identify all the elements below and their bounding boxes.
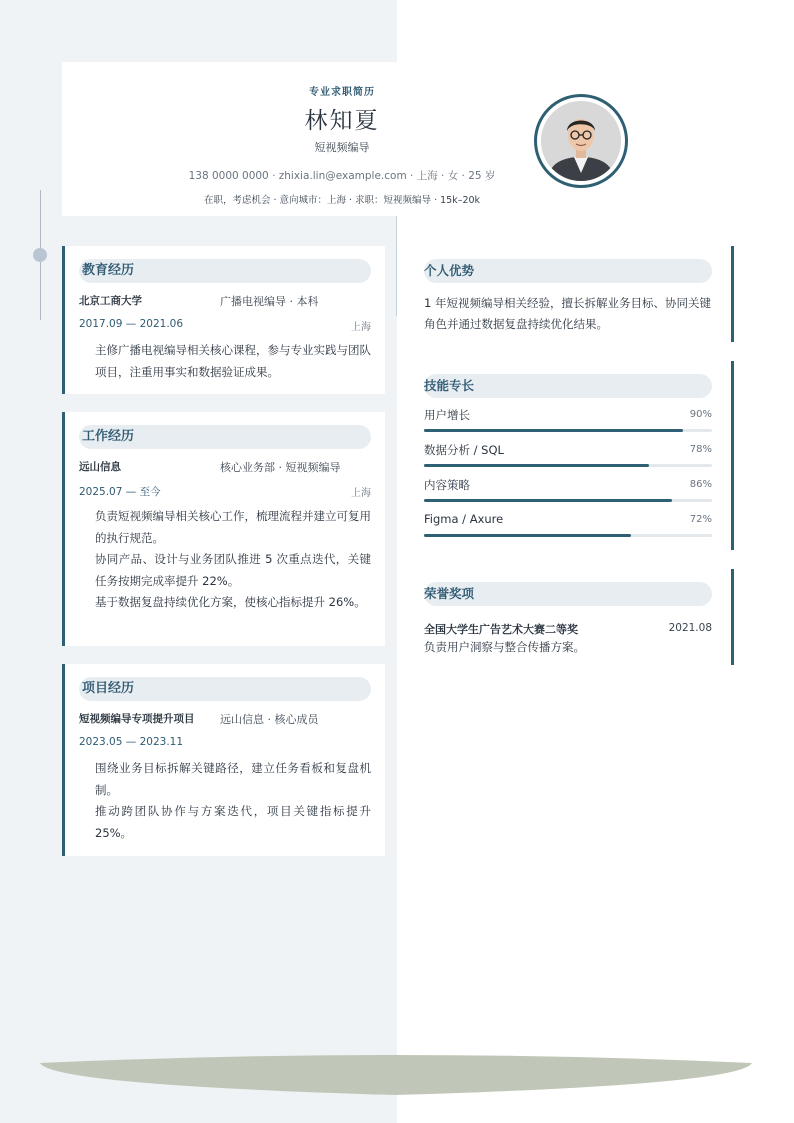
section-title-honors: 荣誉奖项 (424, 582, 712, 606)
skill-percent: 86% (689, 479, 712, 490)
honor-name: 全国大学生广告艺术大赛二等奖 (424, 623, 578, 636)
work-period: 2025.07 — 至今 (79, 486, 161, 498)
bottom-wave-decoration (40, 1055, 752, 1100)
skill-name: 用户增长 (424, 408, 470, 422)
section-title-advantage: 个人优势 (424, 259, 712, 283)
person-name: 林知夏 (304, 108, 380, 134)
project-bullets (79, 758, 371, 844)
major: 广播电视编导 · 本科 (220, 295, 319, 308)
work-row (79, 459, 371, 475)
project-role: 远山信息 · 核心成员 (220, 713, 319, 726)
company-name: 远山信息 (79, 461, 121, 473)
section-title-education: 教育经历 (79, 259, 371, 283)
skill-name: 数据分析 / SQL (424, 443, 504, 457)
skill-item (424, 477, 712, 512)
skill-percent: 78% (689, 444, 712, 455)
education-period-row (79, 318, 371, 334)
honors-section (424, 569, 734, 665)
skill-bar-fill (424, 499, 672, 502)
job-title: 短视频编导 (314, 141, 370, 154)
section-title-work: 工作经历 (79, 425, 371, 449)
avatar (534, 94, 628, 188)
skill-item (424, 512, 712, 547)
work-position: 核心业务部 · 短视频编导 (220, 461, 341, 474)
skill-bar (424, 464, 712, 467)
skill-name: 内容策略 (424, 478, 470, 492)
job-status: 在职，考虑机会 · 意向城市：上海 · 求职：短视频编导 · 15k–20k (203, 195, 481, 206)
project-period-row (79, 736, 371, 752)
skill-bar (424, 534, 712, 537)
list-item: 基于数据复盘持续优化方案，使核心指标提升 26%。 (95, 595, 366, 609)
section-title-skills: 技能专长 (424, 374, 712, 398)
skill-name: Figma / Axure (424, 512, 504, 526)
school-name: 北京工商大学 (79, 295, 142, 307)
project-period: 2023.05 — 2023.11 (79, 736, 184, 748)
project-section (62, 664, 385, 856)
skills-section (424, 361, 734, 550)
skill-bar-fill (424, 464, 649, 467)
contact-info: 138 0000 0000 · zhixia.lin@example.com · 上海 · 女 · 25 岁 (188, 170, 496, 182)
work-location: 上海 (351, 488, 371, 499)
decorative-dot (33, 248, 47, 262)
skill-percent: 90% (689, 409, 712, 420)
honor-date: 2021.08 (668, 622, 712, 634)
list-item: 负责短视频编导相关核心工作，梳理流程并建立可复用的执行规范。 (95, 509, 371, 545)
skill-bar (424, 499, 712, 502)
honor-description: 负责用户洞察与整合传播方案。 (424, 640, 585, 654)
project-name: 短视频编导专项提升项目 (79, 713, 195, 725)
education-period: 2017.09 — 2021.06 (79, 318, 184, 330)
skill-item (424, 442, 712, 477)
document-label: 专业求职简历 (309, 87, 375, 98)
work-period-row (79, 484, 371, 500)
skill-bar-fill (424, 429, 683, 432)
list-item: 协同产品、设计与业务团队推进 5 次重点迭代，关键任务按期完成率提升 22%。 (95, 552, 371, 588)
skill-percent: 72% (689, 514, 712, 525)
profile-photo (541, 101, 621, 181)
header-card (62, 62, 665, 216)
honor-row (424, 621, 712, 639)
skill-bar (424, 429, 712, 432)
advantage-section (424, 246, 734, 342)
advantage-text: 1 年短视频编导相关经验，擅长拆解业务目标、协同关键角色并通过数据复盘持续优化结果。 (424, 296, 711, 331)
decorative-divider (396, 216, 397, 316)
work-bullets (79, 506, 371, 614)
education-section (62, 246, 385, 394)
list-item: 推动跨团队协作与方案迭代，项目关键指标提升 25%。 (95, 804, 371, 840)
skill-item (424, 407, 712, 442)
section-title-project: 项目经历 (79, 677, 371, 701)
project-row (79, 711, 371, 727)
education-row (79, 293, 371, 309)
work-section (62, 412, 385, 646)
list-item: 围绕业务目标拆解关键路径，建立任务看板和复盘机制。 (95, 761, 371, 797)
education-location: 上海 (351, 322, 371, 333)
skill-bar-fill (424, 534, 631, 537)
education-description: 主修广播电视编导相关核心课程，参与专业实践与团队项目，注重用事实和数据验证成果。 (95, 343, 371, 379)
skills-list (424, 407, 712, 547)
